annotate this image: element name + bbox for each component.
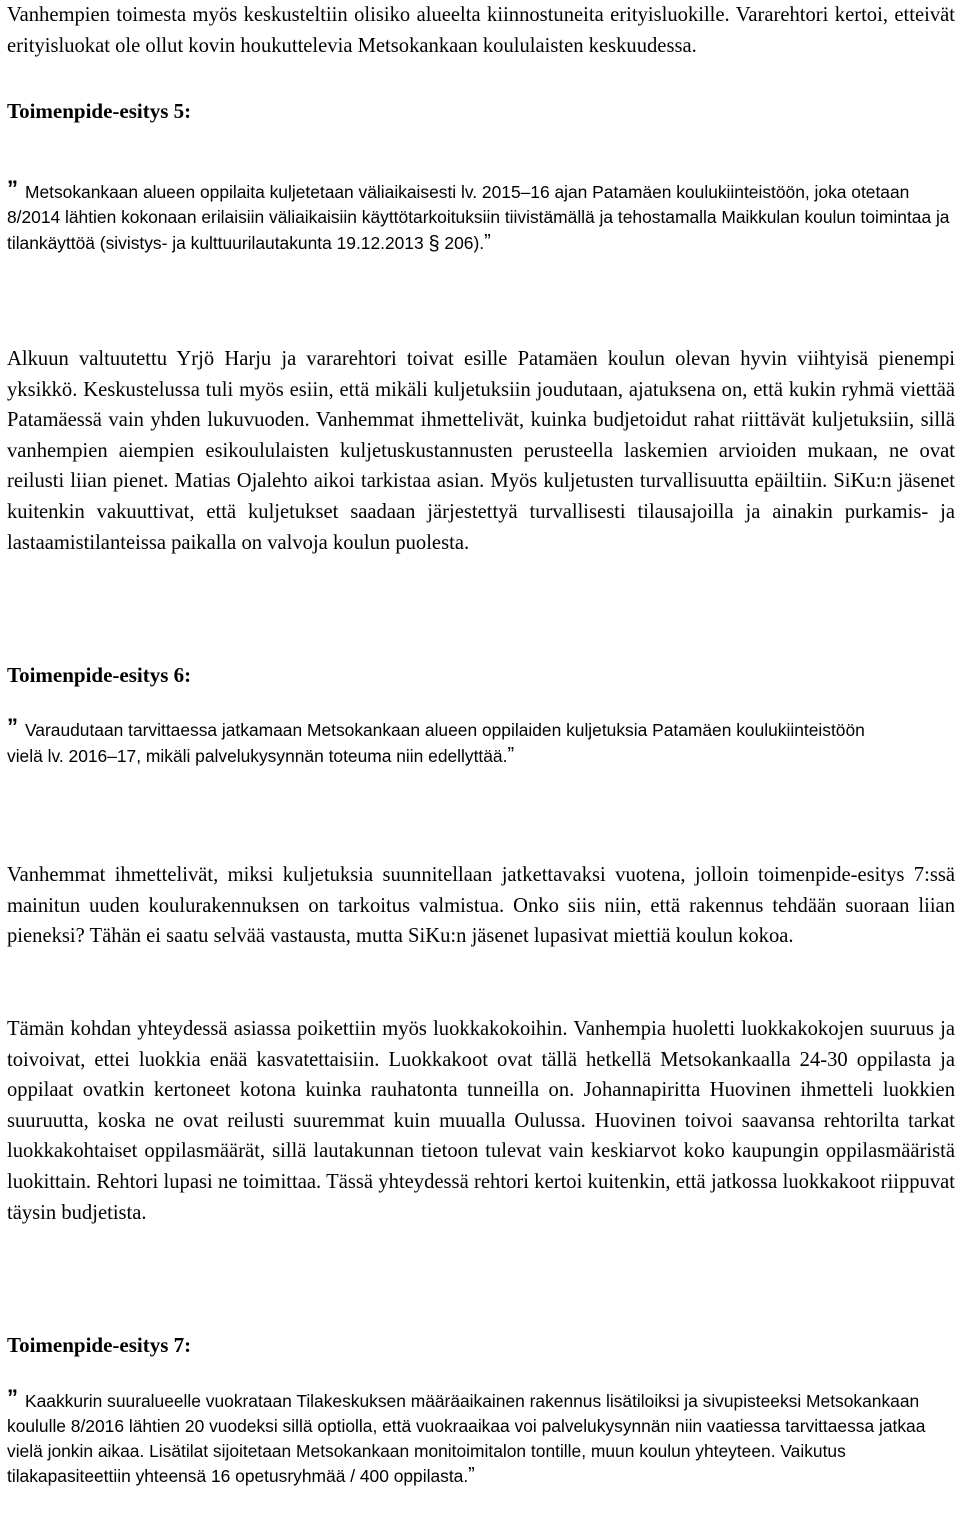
quote-close-mark: ” xyxy=(484,230,491,253)
section-sign: § xyxy=(428,232,440,255)
heading-esitys-5: Toimenpide-esitys 5: xyxy=(7,99,192,123)
paragraph-alkuun: Alkuun valtuutettu Yrjö Harju ja vararehtori toivat esille Patamäen koulun olevan hyvin viihtyisä pienempi yksikkö. Keskustelussa tuli myös esiin, että mikäli kuljetuksiin joudutaan, ajatuksena on, että kukin ryhmä viettää Patamäessä vain yhden lukuvuoden. Vanhemmat ihmettelivät, kuinka budjetoidut rahat riittävät kuljetuksiin, sillä vanhempien aiempien esikoululaisten kuljetuskustannusten perusteella laskemien arvioiden mukaan, ne ovat reilusti liian pienet. Matias Ojalehto aikoi tarkistaa asian. Myös kuljetusten turvallisuutta epäiltiin. SiKu:n jäsenet kuitenkin vakuuttivat, että kuljetukset saadaan järjestettyä turvallisesti tilausajoilla ja ainakin purkamis- ja lastaamistilanteissa paikalla on valvoja koulun puolesta. xyxy=(7,348,955,554)
heading-esitys-6: Toimenpide-esitys 6: xyxy=(7,663,192,687)
esitys-7-body: Kaakkurin suuralueelle vuokrataan Tilakeskuksen määräaikainen rakennus lisätiloiksi ja sivupisteeksi Metsokankaan koululle 8/2016 lähtien 20 vuodeksi sillä optiolla, että vuokraaikaa voi palvelukysynnän niin vaatiessa tarvittaessa jatkaa vielä jonkin aikaa. Lisätilat sijoitetaan Metsokankaan monitoimitalon tontille, muun koulun yhteyteen. Vaikutus tilakapasiteettiin yhteensä 16 opetusryhmää / 400 oppilasta. xyxy=(7,1391,926,1487)
paragraph-intro: Vanhempien toimesta myös keskusteltiin olisiko alueelta kiinnostuneita erityisluokille. Vararehtori kertoi, etteivät erityisluokat ole ollut kovin houkuttelevia Metsokankaan koululaisten keskuudessa. xyxy=(7,4,955,57)
quote-open-mark: ” xyxy=(7,1385,17,1410)
paragraph-taman: Tämän kohdan yhteydessä asiassa poikettiin myös luokkakokoihin. Vanhempia huoletti luokkakokojen suuruus ja toivoivat, ettei luokkia enää kasvatettaisiin. Luokkakoot ovat tällä hetkellä Metsokankaalla 24-30 oppilasta ja oppilaat ovatkin kertoneet kotona kuinka rauhatonta tunneilla on. Johannapiritta Huovinen ihmetteli luokkien suuruutta, koska ne ovat reilusti suuremmat kuin muualla Oulussa. Huovinen toivoi saavansa rehtorilta tarkat luokkakohtaiset oppilasmäärät, sillä lautakunnan tietoon tulevat vain keskiarvot koko kaupungin oppilasmääristä luokittain. Rehtori lupasi ne toimittaa. Tässä yhteydessä rehtori kertoi kuitenkin, että jatkossa luokkakoot riippuvat täysin budjetista. xyxy=(7,1018,955,1224)
quote-close-mark: ” xyxy=(507,743,515,766)
paragraph-vanhemmat: Vanhemmat ihmettelivät, miksi kuljetuksia suunnitellaan jatkettavaksi vuotena, jolloin toimenpide-esitys 7:ssä mainitun uuden koulurakennuksen on tarkoitus valmistua. Onko siis niin, että rakennus tehdään suoraan liian pieneksi? Tähän ei saatu selvää vastausta, mutta SiKu:n jäsenet lupasivat miettiä koulun kokoa. xyxy=(7,864,955,948)
esitys-5-ref: 206). xyxy=(439,232,485,253)
esitys-7-text xyxy=(7,1385,927,1489)
quote-close-mark: ” xyxy=(468,1464,475,1487)
esitys-5-text xyxy=(7,176,955,256)
quote-open-mark: ” xyxy=(7,176,17,201)
esitys-6-body: Varaudutaan tarvittaessa jatkamaan Metsokankaan alueen oppilaiden kuljetuksia Patamäen koulukiinteistöön vielä lv. 2016–17, mikäli palvelukysynnän toteuma niin edellyttää. xyxy=(7,720,865,766)
esitys-5-body: Metsokankaan alueen oppilaita kuljetetaan väliaikaisesti lv. 2015–16 ajan Patamäen koulukiinteistöön, joka otetaan 8/2014 lähtien kokonaan erilaisiin väliaikaisiin käyttötarkoituksiin tiivistämällä ja tehostamalla Maikkulan koulun toimintaa ja tilankäyttöä (sivistys- ja kulttuurilautakunta 19.12.2013 xyxy=(7,182,950,253)
quote-open-mark: ” xyxy=(7,714,17,739)
esitys-6-text xyxy=(7,714,867,769)
heading-esitys-7: Toimenpide-esitys 7: xyxy=(7,1333,192,1357)
